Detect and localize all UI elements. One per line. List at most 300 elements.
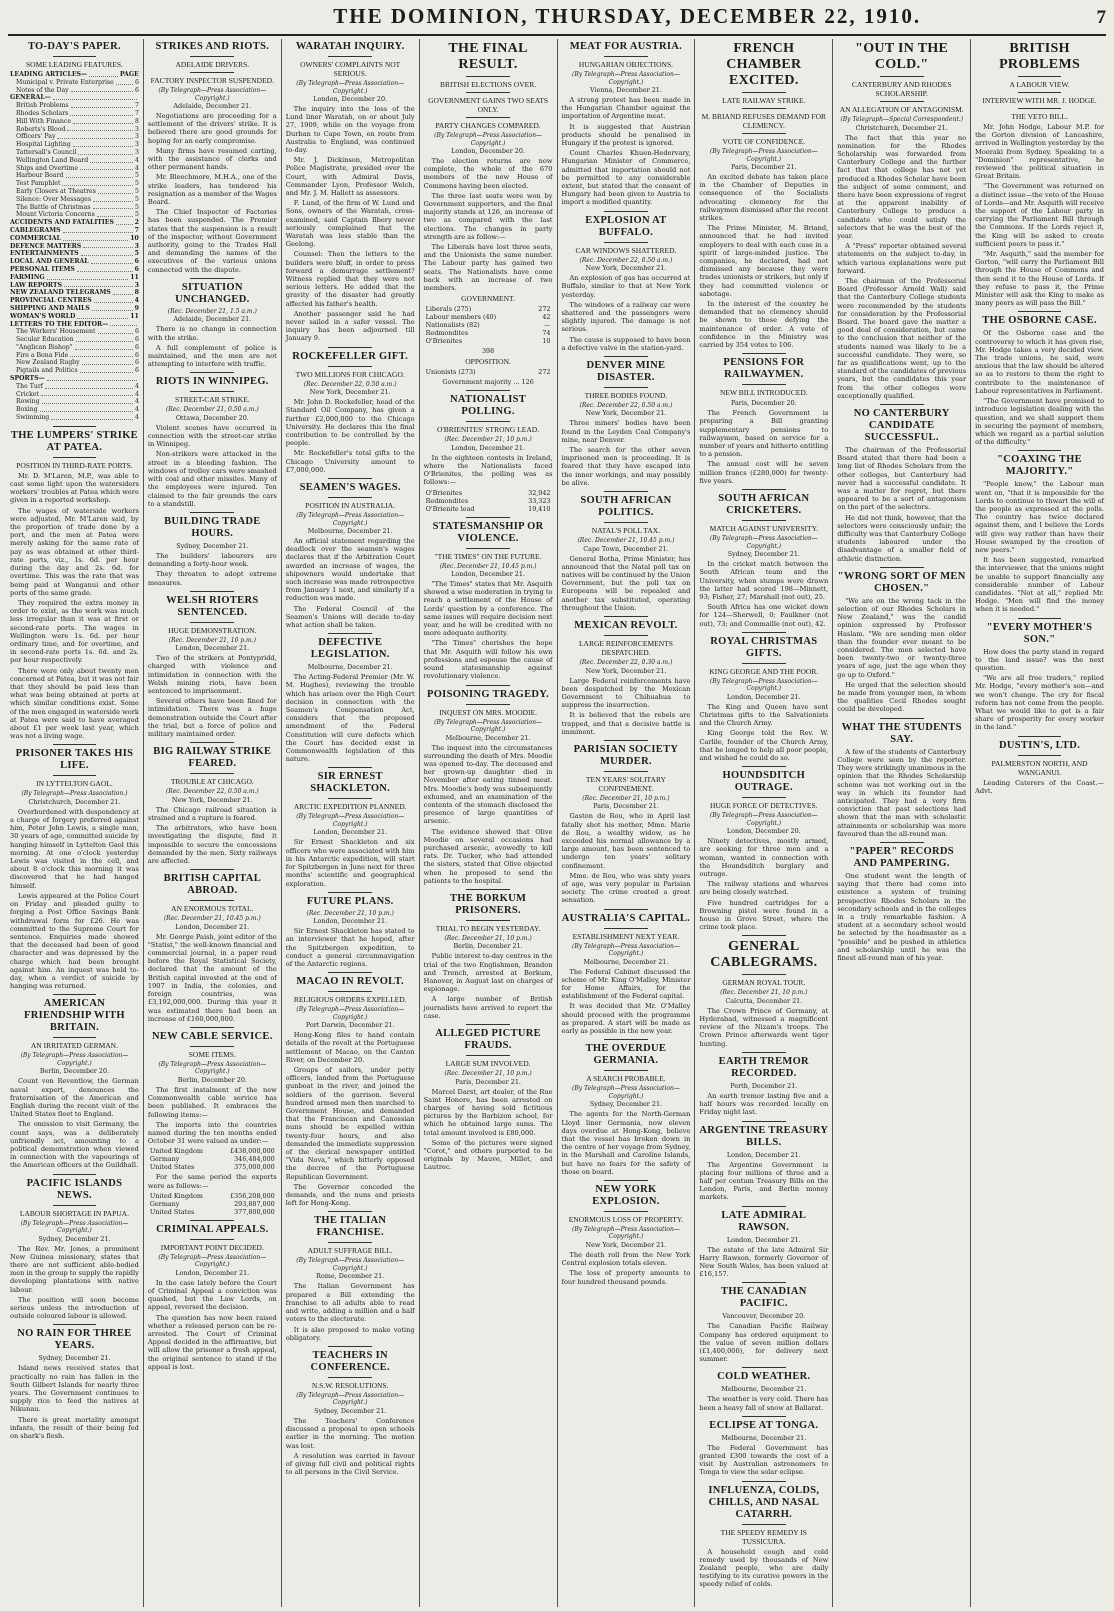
- dateline: Christchurch, December 21.: [855, 123, 948, 132]
- article-paragraph: Non-strikers were attacked in the street in a bleeding fashion. The windows of trolley cars were smashed with coal and other missiles. Many of the employees were injured. Ten claimed to the fair grounds the cars to a standstill.: [147, 450, 277, 508]
- index-row: [10, 313, 139, 321]
- subhead-divider: [604, 928, 648, 929]
- article-paragraph: Large Federal reinforcements have been despatched by the Mexican Government to Chihuahua to suppress the insurrection.: [561, 676, 691, 710]
- subheadline: A SEARCH PROBABLE.: [586, 1074, 666, 1084]
- index-leader: [75, 344, 133, 350]
- subhead-divider: [466, 92, 510, 93]
- article-divider: [880, 404, 924, 405]
- index-row: [10, 282, 139, 290]
- headline: WARATAH INQUIRY.: [295, 41, 405, 52]
- index-row: [10, 102, 139, 110]
- article: [286, 347, 415, 474]
- article-paragraph: The French Government is preparing a Bill granting supplementary pensions to railwaymen, based on service for a number of years and hitherto entitling to a pension.: [699, 409, 829, 459]
- article-divider: [604, 1039, 648, 1040]
- dateline: Cape Town, December 21.: [583, 544, 669, 553]
- index-leader: [89, 71, 118, 77]
- article: [699, 41, 828, 349]
- article-paragraph: Some of the pictures were signed "Corot," and others purported to be originals by Mauve, Millet, and Lautrec.: [423, 1138, 553, 1172]
- article-paragraph: The Acting-Federal Premier (Mr. W. M. Hughes), reviewing the trouble which has arisen over the High Court decision in connection with the Seamen's Compensation Act, considers that the proposed amendment of the Federal Constitution will cure defects which the Court has decided exist in Commonwealth legislation of this nature.: [285, 673, 415, 764]
- tally-row: [148, 1192, 277, 1200]
- index-label: PROVINCIAL CENTRES: [10, 297, 92, 305]
- headline: AMERICAN FRIENDSHIP WITH BRITAIN.: [24, 998, 125, 1034]
- headline: BRITISH CAPITAL ABROAD.: [163, 873, 261, 897]
- tally-total: 398: [481, 347, 495, 356]
- index-row: [10, 250, 139, 258]
- article-divider: [880, 718, 924, 719]
- article-paragraph: The election returns are now complete, the whole of the 670 members of the new House of Commons having been elected.: [423, 157, 553, 190]
- subheadline: LARGE SUM INVOLVED.: [445, 1059, 531, 1069]
- index-page: 7: [134, 226, 139, 234]
- article-paragraph: Another passenger said he had never sailed in a safer vessel. The inquiry has been adjourned till January 9.: [285, 309, 415, 343]
- tally-value: 74: [542, 329, 551, 338]
- tally-label: United Kingdom: [149, 1147, 203, 1156]
- subheadline: OWNERS' COMPLAINTS NOT SERIOUS.: [300, 60, 401, 78]
- article: [562, 1180, 691, 1286]
- column-8: [971, 39, 1108, 1607]
- article: [975, 736, 1104, 795]
- subhead-divider: [466, 117, 510, 118]
- article-paragraph: Groups of sailors, under petty officers, landed from the Portuguese gunboat in the river, and joined the soldiers of the garrison. Several hundred armed men then marched to Government House, and demanded that the Franciscan and Canossian nuns should be expelled within twenty-four hours, and also demanded the immediate suppression of the clerical newspaper entitled "Vida Nova," which bitterly opposed the decree of the Portuguese Republican Government.: [285, 1066, 415, 1181]
- tally-table: [424, 489, 553, 513]
- column-1: [6, 39, 144, 1607]
- index-leader: [77, 313, 128, 319]
- article-paragraph: The Argentine Government is placing four millions of three and a half per centum Treasury Bills on the London, Paris, and Berlin money markets.: [699, 1160, 829, 1202]
- tally-label: United Kingdom: [149, 1191, 203, 1200]
- subheadline: ENORMOUS LOSS OF PROPERTY.: [568, 1214, 684, 1224]
- subhead-divider: [742, 108, 786, 109]
- headline: SOUTH AFRICAN POLITICS.: [580, 495, 672, 519]
- tally-value: 346,484,000: [234, 1155, 275, 1164]
- article-paragraph: A strong protest has been made in the Hungarian Chamber against the importation of Argentine meat.: [561, 96, 691, 121]
- subhead-divider: [604, 635, 648, 636]
- article-paragraph: The loss of property amounts to four hundred thousand pounds.: [561, 1269, 691, 1286]
- article-paragraph: Several others have been fined for intimidation. There was a huge demonstration outside the Court after the trial, but a force of police and military maintained order.: [147, 697, 277, 739]
- index-label: The Battle of Christmas: [16, 203, 91, 211]
- headline: PRISONER TAKES HIS LIFE.: [15, 748, 134, 772]
- subheadline: AN ENORMOUS TOTAL.: [171, 904, 254, 914]
- article-paragraph: The windows of a railway car were shattered and the passengers were slightly injured. The damage is not serious.: [561, 300, 691, 334]
- article-paragraph: Overburdened with despondency at a charge of forgery preferred against him, Peter John Lewis, a single man, 30 years of age, committed suicide by hanging himself in Lyttelton Gaol this morning. At one o'clock yesterday Lewis was visited in the cell, and about 8 o'clock this morning it was discovered that he had hanged himself.: [10, 807, 139, 890]
- article-divider: [190, 591, 234, 592]
- index-row: [10, 235, 139, 243]
- index-label: The Turf: [16, 382, 44, 390]
- article-divider: [604, 1180, 648, 1181]
- byline: (Rec. December 21, 10.45 p.m.): [439, 562, 537, 570]
- index-row: [10, 274, 139, 282]
- tally-section: GOVERNMENT.: [461, 294, 515, 304]
- article: [286, 41, 415, 343]
- article-divider: [604, 616, 648, 617]
- article-paragraph: Mr. Rockefeller's total gifts to the Chicago University amount to £7,000,000.: [285, 449, 415, 474]
- tally-row: [424, 368, 553, 376]
- byline: (By Telegraph—Press Association—Copyright.): [158, 87, 267, 102]
- index-page: 3: [134, 281, 139, 289]
- index-label: LETTERS TO THE EDITOR—: [10, 320, 109, 328]
- subhead-divider: [604, 1070, 648, 1071]
- index-label: LOCAL AND GENERAL: [10, 258, 89, 266]
- index-label: Secular Education: [16, 336, 74, 344]
- article-divider: [53, 1324, 97, 1325]
- headline: SOUTH AFRICAN CRICKETERS.: [718, 493, 810, 517]
- article-paragraph: Sir Ernest Shackleton and six officers who were associated with him in his Antarctic expedition, will start for Spitzbergen in June next for three months' scientific and geographical exploration.: [285, 838, 415, 888]
- column-6: [695, 39, 833, 1607]
- article-paragraph: Mme. de Rou, who was sixty years of age, was very popular in Parisian society. The crime created a great sensation.: [561, 871, 691, 905]
- subheadline: AN ALLEGATION OF ANTAGONISM.: [839, 105, 964, 114]
- dateline: London, December 21.: [175, 922, 250, 931]
- headline: ALLEGED PICTURE FRAUDS.: [435, 1028, 541, 1052]
- byline: (By Telegraph—Press Association—Copyright.): [296, 813, 405, 828]
- index-label: ENTERTAINMENTS: [10, 250, 79, 258]
- tally-value: 32,942: [528, 488, 551, 497]
- index-row: [10, 336, 139, 344]
- article-paragraph: The King and Queen have sent Christmas gifts to the Salvationists and the Church Army.: [699, 702, 829, 728]
- index-page: 4: [134, 390, 139, 398]
- article-paragraph: Three miners' bodies have been found in the Leyden Coal Company's mine, near Denver.: [561, 419, 691, 444]
- index-label: PERSONAL ITEMS: [10, 265, 75, 273]
- index-row: [10, 258, 139, 266]
- byline: (By Telegraph—Press Association—Copyright.): [296, 1257, 405, 1272]
- index-label: COMMERCIAL: [10, 234, 61, 242]
- column-7: [833, 39, 971, 1607]
- contents-index: [10, 71, 139, 422]
- subheadline: INTERVIEW WITH MR. J. HODGE.: [982, 96, 1097, 105]
- index-leader: [98, 328, 133, 334]
- dateline: Melbourne, December 21.: [721, 1433, 807, 1442]
- byline: (By Telegraph—Press Association.): [21, 790, 128, 798]
- subheadline: THREE BODIES FOUND.: [584, 390, 668, 400]
- index-row: [10, 204, 139, 212]
- article-paragraph: Lewis appeared at the Police Court on Friday and pleaded guilty to forging a Post Office Savings Bank withdrawal form for £26. He was committed to the Supreme Court for sentence. Enquiries made showed that the deceased had been of good character and was depressed by the charge which had been brought against him. An inquest was held to-day, when a verdict of suicide by hanging was returned.: [10, 891, 139, 991]
- article: [699, 1367, 828, 1411]
- index-label: Boxing: [16, 406, 38, 414]
- article-paragraph: Sir Ernest Shackleton has stated to an interviewer that he hoped, after the Spitzbergen expedition, to conduct a general circumnavigation of the Antarctic regions.: [285, 927, 415, 969]
- tally-value: £356,208,000: [230, 1191, 275, 1200]
- dateline: London, December 21.: [726, 1235, 801, 1244]
- article: [562, 356, 691, 487]
- index-row: [10, 79, 139, 87]
- article-paragraph: F. Lund, of the firm of W. Lund and Sons, owners of the Waratah, cross-examined, said Captain Ilbery never seriously complained that the Waratah was less stable than the Geelong.: [285, 199, 415, 249]
- article: [148, 512, 277, 587]
- headline: THE FINAL RESULT.: [448, 41, 528, 72]
- article-divider: [53, 426, 97, 427]
- index-label: CABLEGRAMS: [10, 226, 61, 234]
- dateline: Melbourne, December 21.: [583, 957, 669, 966]
- index-row: [10, 110, 139, 118]
- article: [699, 1416, 828, 1477]
- index-page: 5: [134, 203, 139, 211]
- index-page: 4: [134, 406, 139, 414]
- masthead-title: THE DOMINION, THURSDAY, DECEMBER 22, 1910.: [333, 4, 922, 28]
- index-leader: [63, 227, 133, 233]
- article-paragraph: An official statement regarding the deadlock over the seamen's wages declares that if the Arbitration Court awarded an increase of wages, the shipowners would undertake that such increase was made retrospective from January 1 next, and similarly if a reduction was made.: [285, 537, 415, 603]
- subhead-divider: [604, 242, 648, 243]
- article-paragraph: Of the Osborne case and the controversy to which it has given rise, Mr. Hodge takes a very decided view. The trade unions, he said, were anxious that the law should be altered so as to restore to them the right to contribute to the maintenance of Labour representatives in Parliament.: [975, 329, 1104, 395]
- byline: (By Telegraph—Press Association—Copyright.): [571, 942, 680, 958]
- article-paragraph: In the cricket match between the South African team and the University, when stumps were drawn the latter had scored 198—Minnett, 93; Fisher, 27; Marshall (not out), 25.: [699, 560, 829, 601]
- article-paragraph: "We are on the wrong tack in the selection of our Rhodes Scholars in New Zealand," was the candid opinion expressed by Professor Haslam. "We are sending men older than the founder ever meant to be considered. The men selected have been twenty-two or twenty-three years of age, just the age when they go up to Oxford.": [837, 596, 967, 679]
- subheadline: HUNGARIAN OBJECTIONS.: [578, 60, 674, 69]
- article-divider: [742, 1121, 786, 1122]
- article: [286, 972, 415, 1207]
- article-paragraph: The Governor conceded the demands, and the nuns and priests left for Hong-Kong.: [285, 1182, 415, 1208]
- article-paragraph: The omission to visit Germany, the count says, was a deliberately unfriendly act, amounting to a political demonstration when viewed in connection with the vapourings of the American officers at the Guildhall.: [10, 1120, 139, 1170]
- index-label: LEADING ARTICLES—: [10, 71, 88, 78]
- article: [837, 41, 966, 400]
- tally-label: Unionists (273): [425, 368, 476, 377]
- tally-label: Liberals (275): [425, 305, 472, 314]
- headline: "EVERY MOTHER'S SON.": [986, 621, 1093, 645]
- article-paragraph: In the eighteen contests in Ireland, where the Nationalists faced O'Brienites, the polling was as follows:—: [423, 453, 553, 487]
- index-leader: [116, 219, 133, 225]
- article-paragraph: A "Press" reporter obtained several statements on the subject to-day, in which various explanations were put forward.: [837, 242, 967, 275]
- index-row: [10, 383, 139, 391]
- subheadline: KING GEORGE AND THE POOR.: [709, 666, 819, 676]
- index-row: [10, 406, 139, 414]
- byline: (Rec. December 22, 0.30 a.m.): [579, 659, 673, 667]
- article: [424, 685, 553, 885]
- article-paragraph: It is believed that the rebels are trapped, and that a decisive battle is imminent.: [561, 711, 691, 736]
- article-paragraph: The wages of waterside workers were adjusted, Mr. M'Laren said, by the proportion of trade done by a port, and the men at Patea were merely asking for the same rate of pay as was obtained at other third-rate ports, viz., 1s. 6d. per hour during the day and 2s. 6d. for overtime. This was the rate that was being paid at Wanganui and other ports of the same grade.: [10, 506, 139, 597]
- index-page: 5: [134, 211, 139, 219]
- article-divider: [742, 489, 786, 490]
- index-row: [10, 118, 139, 126]
- headline: RIOTS IN WINNIPEG.: [155, 376, 269, 388]
- tally-value: 272: [538, 305, 551, 314]
- subhead-divider: [880, 76, 924, 77]
- index-leader: [116, 79, 133, 85]
- tally-label: Redmondites: [425, 329, 469, 338]
- index-leader: [80, 367, 133, 373]
- index-page: PAGE: [119, 71, 139, 78]
- index-leader: [51, 414, 133, 420]
- subheadline: POSITION IN AUSTRALIA.: [305, 501, 396, 511]
- article-paragraph: Ninety detectives, mostly armed, are seeking for three men and a woman, wanted in connection with the Houndsditch burglary and outrage.: [699, 837, 829, 878]
- subheadline: CANTERBURY AND RHODES SCHOLARSHIP.: [851, 80, 952, 98]
- index-row: [10, 305, 139, 313]
- byline: (Rec. December 22, 0.50 a.m.): [303, 380, 397, 388]
- index-row: [10, 211, 139, 219]
- index-leader: [92, 305, 133, 311]
- article-paragraph: The Prime Minister, M. Briand, announced that he had invited employers to deal with each case in a spirit of large-minded justice. The companies, he declared, had not dismissed any because they were trades unionists or strikers, but only if they had committed violence or sabotage.: [699, 224, 829, 298]
- tally-row: [148, 1208, 277, 1216]
- headline: CRIMINAL APPEALS.: [156, 1223, 269, 1235]
- headline: SIR ERNEST SHACKLETON.: [310, 771, 391, 795]
- index-label: Pigtails and Politics: [16, 367, 78, 375]
- headline: ROYAL CHRISTMAS GIFTS.: [710, 635, 818, 659]
- article-paragraph: The weather is very cold. There has been a heavy fall of snow at Ballarat.: [699, 1395, 829, 1412]
- index-page: 10: [130, 234, 139, 242]
- headline: GENERAL CABLEGRAMS.: [710, 939, 818, 971]
- subheadline: LATE RAILWAY STRIKE.: [722, 96, 806, 105]
- subhead-divider: [53, 775, 97, 776]
- article-divider: [190, 869, 234, 870]
- article: [286, 1346, 415, 1476]
- byline: (By Telegraph—Press Association—Copyright.): [571, 71, 680, 86]
- subheadline: MATCH AGAINST UNIVERSITY.: [709, 524, 818, 534]
- article-divider: [742, 1052, 786, 1053]
- article-paragraph: It was decided that Mr. O'Malley should proceed with the programme as prepared. A start will be made as early as possible in the new year.: [561, 1002, 691, 1036]
- subheadline: PALMERSTON NORTH, AND WANGANUI.: [991, 758, 1088, 777]
- headline: NATIONALIST POLLING.: [450, 394, 527, 418]
- article: [148, 41, 277, 274]
- byline: (Rec. December 21, 10.45 p.m.): [163, 915, 261, 923]
- tally-value: 272: [538, 368, 551, 377]
- subheadline: LABOUR SHORTAGE IN PAPUA.: [19, 1208, 129, 1218]
- index-page: 3: [134, 141, 139, 149]
- index-page: 6: [134, 78, 139, 86]
- index-label: Fire a Bona Fide: [16, 351, 69, 359]
- article-divider: [1018, 450, 1062, 451]
- subheadline: SOME ITEMS.: [188, 1049, 236, 1059]
- columns-container: [6, 39, 1108, 1607]
- index-row: [10, 133, 139, 141]
- page-number: 7: [1096, 7, 1106, 28]
- dateline: Vienna, December 21.: [589, 86, 662, 94]
- headline: STATESMANSHIP OR VIOLENCE.: [432, 520, 544, 544]
- index-label: New Zealand Rugby: [16, 359, 80, 367]
- index-leader: [76, 336, 133, 342]
- article-paragraph: A large number of British journalists have arrived to report the case.: [423, 995, 553, 1020]
- tally-label: United States: [149, 1163, 195, 1172]
- index-page: 6: [134, 343, 139, 351]
- subhead-divider: [742, 797, 786, 798]
- article-divider: [742, 353, 786, 354]
- subheadline: SOME LEADING FEATURES.: [25, 60, 123, 69]
- dateline: Adelaide, December 21.: [173, 315, 252, 324]
- article: [424, 517, 553, 681]
- article-divider: [604, 356, 648, 357]
- headline: NEW YORK EXPLOSION.: [592, 1183, 660, 1207]
- article: [148, 742, 277, 865]
- article-divider: [190, 512, 234, 513]
- index-leader: [64, 282, 133, 288]
- index-label: SPORTS—: [10, 375, 45, 383]
- headline: MEAT FOR AUSTRIA.: [569, 41, 683, 52]
- article-paragraph: General Botha, Prime Minister, has announced that the Natal poll tax on natives will be continued by the Union Government, but the poll tax on Europeans will be repealed and another tax substituted, operating throughout the Union.: [561, 554, 691, 612]
- article-paragraph: King George told the Rev. W. Carlile, founder of the Church Army, that he longed to help all poor people, and wished he could do so.: [699, 729, 829, 762]
- article-divider: [604, 491, 648, 492]
- tally-line: Government majority ... 126: [442, 378, 534, 387]
- tally-label: O'Brienites: [425, 488, 462, 497]
- article-paragraph: Count Charles Khuen-Hedervary, Hungarian Minister of Commerce, admitted that importation should not be permitted to any considerable extent, but stated that the consent of Hungary had been given to Austria to import a modified quantity.: [561, 149, 691, 207]
- article: [148, 1220, 277, 1371]
- headline: PENSIONS FOR RAILWAYMEN.: [723, 357, 805, 381]
- dateline: London, December 21.: [313, 828, 388, 837]
- tally-row: [148, 1155, 277, 1163]
- index-label: Municipal v. Private Enterprise: [16, 78, 114, 86]
- tally-label: Labour members (40): [425, 313, 497, 322]
- byline: (By Telegraph—Press Association—Copyright.): [20, 1052, 129, 1067]
- index-label: GENERAL—: [10, 94, 51, 102]
- tally-value: £438,000,000: [230, 1147, 275, 1156]
- tally-table: [148, 1147, 277, 1171]
- article-divider: [742, 1282, 786, 1283]
- index-page: 5: [134, 187, 139, 195]
- article-paragraph: There were only about twenty men concerned at Patea, but it was not fair that they should be paid less than what was being obtained at ports at which similar conditions exist. Some of the men engaged in waterside work at Patea were said to have averaged about £1 per week last year, which was not a living wage.: [10, 666, 139, 741]
- article-paragraph: The Chicago railroad situation is strained and a rupture is feared.: [147, 805, 277, 822]
- column-5: [558, 39, 696, 1607]
- dateline: Christchurch, December 21.: [28, 797, 121, 806]
- article-paragraph: The Teachers' Conference discussed a proposal to open schools earlier in the morning. The motion was lost.: [285, 1416, 415, 1450]
- index-row: [10, 149, 139, 157]
- article: [975, 618, 1104, 732]
- article-paragraph: The railway stations and wharves are being closely watched.: [699, 880, 829, 897]
- subheadline: THE SPEEDY REMEDY IS TUSSICURA.: [720, 1527, 807, 1546]
- index-label: FARMING: [10, 273, 45, 281]
- index-row: [10, 87, 139, 95]
- article-divider: [328, 972, 372, 973]
- subheadline: IN LYTTELTON GAOL.: [36, 779, 113, 789]
- article: [562, 211, 691, 352]
- article-paragraph: Gaston de Rou, who in April last fatally shot his mother, Mme. Marie de Rou, a wealthy widow, as he exceeded his normal allowance by a large amount, has been sentenced to undergo ten years' solitary confinement.: [561, 812, 691, 870]
- article-paragraph: Island news received states that practically no rain has fallen in the South Gilbert Islands for nearly three years. The Government continues to supply rice to feed the natives at Nikunau.: [10, 1364, 139, 1414]
- headline: ARGENTINE TREASURY BILLS.: [699, 1124, 829, 1148]
- index-leader: [45, 383, 133, 389]
- tally-value: 375,000,000: [234, 1163, 275, 1172]
- article: [424, 1024, 553, 1172]
- index-row: [10, 165, 139, 173]
- article-paragraph: It is suggested that Austrian products should be penalised in Hungary if the protest is ignored.: [561, 122, 691, 148]
- headline: WHAT THE STUDENTS SAY.: [841, 721, 962, 745]
- subheadline: HUGE DEMONSTRATION.: [168, 625, 257, 635]
- article-paragraph: He urged that the selection should be made from younger men, in whom the qualities Cecil Rhodes sought could be developed.: [837, 680, 967, 714]
- index-leader: [70, 352, 133, 358]
- subhead-divider: [190, 1239, 234, 1240]
- subhead-divider: [742, 663, 786, 664]
- column-3: [282, 39, 420, 1607]
- index-page: 6: [134, 86, 139, 94]
- index-leader: [47, 375, 137, 381]
- article-paragraph: An explosion of gas has occurred at Buffalo, similar to that at New York yesterday.: [561, 274, 691, 299]
- article: [286, 478, 415, 629]
- index-row: [10, 126, 139, 134]
- article-paragraph: The evidence showed that Olive Moodie on several occasions had purchased arsenic, avowedly to kill rats. Dr. Tucker, who had attended the sisters, stated that Olive objected when he proposed to send the patients to the hospital.: [423, 827, 553, 885]
- index-page: 7: [134, 109, 139, 117]
- tally-label: Redmondites: [425, 496, 469, 505]
- article-paragraph: They threaten to adopt extreme measures.: [147, 570, 277, 587]
- index-label: The Workers' Housement: [16, 328, 96, 336]
- article-divider: [604, 740, 648, 741]
- article: [286, 767, 415, 887]
- article-paragraph: The chairman of the Professorial Board stated that there had been a long list of Rhodes Scholars from the other colleges, but Canterbury had never had a successful candidate. It was a matter for regret, but there appeared to be a sort of antagonism on the part of the selectors.: [837, 446, 967, 512]
- article-paragraph: He did not think, however, that the selectors were consciously unfair; the difficulty was that Canterbury College students laboured under the disadvantage of a smaller field of athletic distinction.: [837, 513, 967, 563]
- subheadline: RELIGIOUS ORDERS EXPELLED.: [293, 995, 407, 1005]
- subheadline: ADULT SUFFRAGE BILL.: [307, 1246, 393, 1256]
- headline: THE CANADIAN PACIFIC.: [721, 1286, 807, 1310]
- tally-value: 377,800,000: [234, 1207, 275, 1216]
- subhead-divider: [328, 991, 372, 992]
- index-page: 7: [134, 102, 139, 110]
- tally-value: 19,410: [528, 504, 551, 513]
- index-leader: [73, 118, 133, 124]
- article-divider: [1018, 736, 1062, 737]
- index-page: 8: [134, 117, 139, 125]
- index-leader: [71, 87, 133, 93]
- article-divider: [190, 1220, 234, 1221]
- index-page: 6: [134, 367, 139, 375]
- subhead-divider: [190, 56, 234, 57]
- index-row: [10, 391, 139, 399]
- article-divider: [466, 390, 510, 391]
- index-label: Officers' Pay: [16, 133, 56, 141]
- byline: (Rec. December 21, 10 p.m.): [168, 636, 256, 644]
- tally-row: [424, 329, 553, 337]
- article-paragraph: "We are all free traders," replied Mr. Hodge, "every mother's son—and we won't change. The cry for fiscal reform has not come from the people. What we would like to get is a fair share of prosperity for every worker in the land.": [975, 674, 1104, 732]
- article-paragraph: "People know," the Labour man went on, "that it is impossible for the Lords to continue to thwart the will of the people as expressed at the polls. The country has twice declared against them, and I believe the Lords will give way rather than have their House swamped by the creation of new peers.": [975, 480, 1104, 554]
- index-row: [10, 367, 139, 375]
- headline: EXPLOSION AT BUFFALO.: [585, 214, 667, 238]
- subhead-divider: [53, 1205, 97, 1206]
